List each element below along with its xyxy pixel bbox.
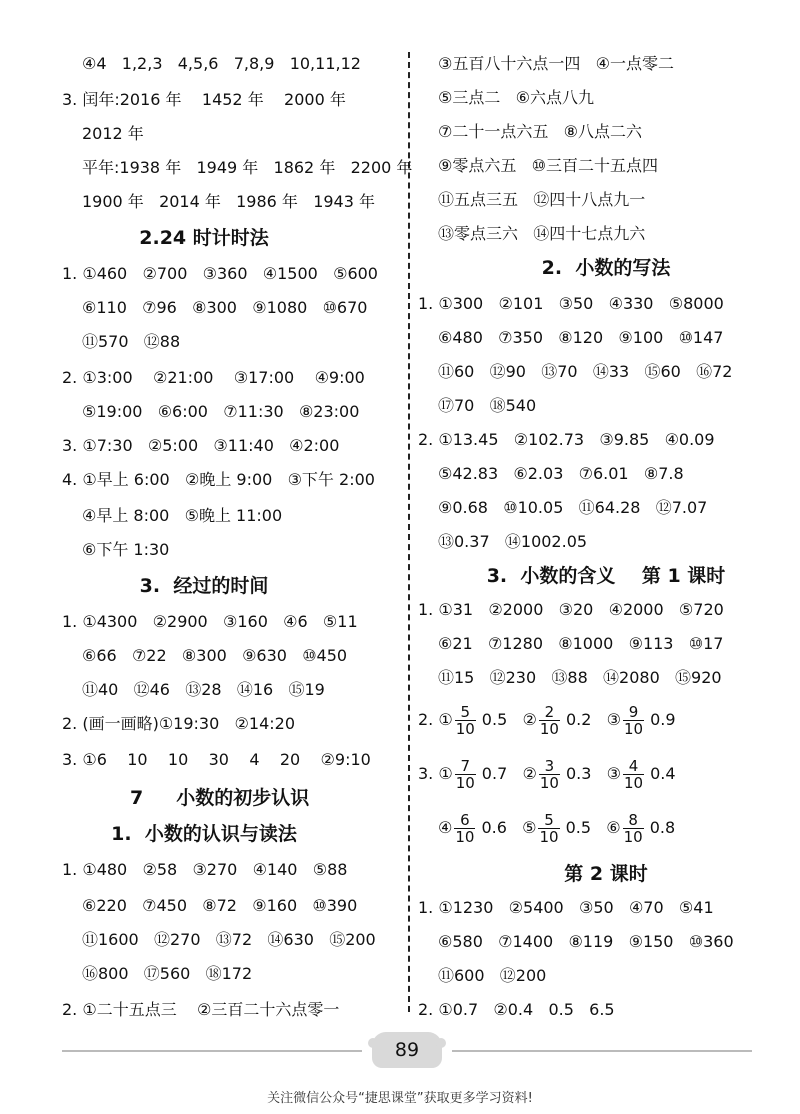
answer-line: ⑥下午 1:30 — [82, 540, 170, 559]
answer-text: 0.5 ② — [481, 710, 537, 729]
fraction — [454, 812, 475, 845]
answer-line: 1. ①4300 ②2900 ③160 ④6 ⑤11 — [62, 612, 358, 631]
answer-line: 2. ①3:00 ②21:00 ③17:00 ④9:00 — [62, 368, 365, 387]
fraction-denominator: 10 — [539, 719, 559, 738]
fraction-numerator: 7 — [460, 756, 471, 775]
fraction-numerator: 5 — [460, 702, 471, 721]
fraction-answer-line — [418, 702, 676, 738]
answer-line: 1900 年 2014 年 1986 年 1943 年 — [82, 192, 375, 211]
fraction-numerator: 3 — [544, 756, 555, 775]
fraction — [623, 758, 644, 791]
answer-text: 2. ① — [418, 710, 453, 729]
fraction — [455, 704, 476, 737]
fraction — [623, 812, 644, 845]
answer-line: ⑯800 ⑰560 ⑱172 — [82, 964, 253, 983]
answer-line: ⑨0.68 ⑩10.05 ⑪64.28 ⑫7.07 — [438, 498, 708, 517]
answer-line: ⑤19:00 ⑥6:00 ⑦11:30 ⑧23:00 — [82, 402, 360, 421]
fraction — [623, 704, 644, 737]
answer-line: 1. ①460 ②700 ③360 ④1500 ⑤600 — [62, 264, 378, 283]
answer-line: ⑥21 ⑦1280 ⑧1000 ⑨113 ⑩17 — [438, 634, 724, 653]
footer-rule-left — [62, 1050, 362, 1052]
answer-line: ⑰70 ⑱540 — [438, 396, 537, 415]
answer-line: 2. (画一画略)①19:30 ②14:20 — [62, 714, 296, 733]
answer-line: 4. ①早上 6:00 ②晚上 9:00 ③下午 2:00 — [62, 470, 375, 489]
answer-text: 0.8 — [649, 818, 676, 837]
answer-line: ⑤三点二 ⑥六点八九 — [438, 88, 594, 107]
fraction-answer-line — [438, 810, 675, 846]
section-heading: 2.24 时计时法 — [139, 227, 269, 249]
answer-line: ⑪60 ⑫90 ⑬70 ⑭33 ⑮60 ⑯72 — [438, 362, 733, 381]
footer-note: 关注微信公众号“捷思课堂”获取更多学习资料! — [267, 1091, 533, 1106]
answer-line: ⑨零点六五 ⑩三百二十五点四 — [438, 156, 658, 175]
answer-text: 0.3 ③ — [565, 764, 621, 783]
answer-line: ⑥66 ⑦22 ⑧300 ⑨630 ⑩450 — [82, 646, 348, 665]
answer-line: ⑪40 ⑫46 ⑬28 ⑭16 ⑮19 — [82, 680, 325, 699]
fraction-denominator: 10 — [455, 719, 475, 738]
answer-line: 1. ①31 ②2000 ③20 ④2000 ⑤720 — [418, 600, 724, 619]
answer-line: 1. ①300 ②101 ③50 ④330 ⑤8000 — [418, 294, 724, 313]
answer-line: ⑥480 ⑦350 ⑧120 ⑨100 ⑩147 — [438, 328, 724, 347]
answer-line: ⑥110 ⑦96 ⑧300 ⑨1080 ⑩670 — [82, 298, 368, 317]
answer-line: 平年:1938 年 1949 年 1862 年 2200 年 — [82, 158, 413, 177]
answer-line: ⑤42.83 ⑥2.03 ⑦6.01 ⑧7.8 — [438, 464, 684, 483]
fraction — [539, 704, 560, 737]
fraction-numerator: 8 — [628, 810, 638, 829]
answer-line: ③五百八十六点一四 ④一点零二 — [438, 54, 674, 73]
answer-text: ④ — [438, 818, 453, 837]
section-heading: 2. 小数的写法 — [541, 257, 671, 279]
section-heading: 1. 小数的认识与读法 — [111, 823, 297, 845]
answer-line: 3. ①6 10 10 30 4 20 ②9:10 — [62, 750, 371, 769]
answer-line: 1. ①1230 ②5400 ③50 ④70 ⑤41 — [418, 898, 714, 917]
page-number: 89 — [372, 1032, 442, 1068]
fraction-answer-line — [418, 756, 676, 792]
answer-line: 1. ①480 ②58 ③270 ④140 ⑤88 — [62, 860, 348, 879]
answer-line: 2012 年 — [82, 124, 144, 143]
answer-line: 2. ①0.7 ②0.4 0.5 6.5 — [418, 1000, 615, 1019]
fraction-denominator: 10 — [455, 827, 475, 846]
fraction — [455, 758, 476, 791]
fraction-numerator: 2 — [544, 702, 555, 721]
answer-text: 0.4 — [650, 764, 676, 783]
answer-line: ⑥220 ⑦450 ⑧72 ⑨160 ⑩390 — [82, 896, 358, 915]
fraction-numerator: 4 — [628, 756, 639, 775]
section-heading: 3. 小数的含义 第 1 课时 — [486, 565, 726, 587]
answer-text: 0.7 ② — [481, 764, 537, 783]
answer-line: ④早上 8:00 ⑤晚上 11:00 — [82, 506, 283, 525]
fraction-numerator: 6 — [460, 810, 470, 829]
answer-line: 3. ①7:30 ②5:00 ③11:40 ④2:00 — [62, 436, 340, 455]
fraction — [538, 812, 559, 845]
answer-line: ⑬零点三六 ⑭四十七点九六 — [438, 224, 646, 243]
answer-line: ⑪570 ⑫88 — [82, 332, 181, 351]
footer-rule-right — [452, 1050, 752, 1052]
answer-line: ⑪15 ⑫230 ⑬88 ⑭2080 ⑮920 — [438, 668, 722, 687]
answer-text: 0.6 ⑤ — [481, 818, 537, 837]
answer-line: ⑪1600 ⑫270 ⑬72 ⑭630 ⑮200 — [82, 930, 376, 949]
answer-line: ⑪600 ⑫200 — [438, 966, 547, 985]
fraction-denominator: 10 — [455, 773, 475, 792]
answer-text: 3. ① — [418, 764, 453, 783]
fraction-denominator: 10 — [623, 719, 644, 738]
fraction-numerator: 5 — [544, 810, 554, 829]
answer-text: 0.5 ⑥ — [565, 818, 621, 837]
fraction-denominator: 10 — [539, 827, 559, 846]
answer-line: 2. ①13.45 ②102.73 ③9.85 ④0.09 — [418, 430, 715, 449]
fraction-denominator: 10 — [539, 773, 559, 792]
answer-line: ⑥580 ⑦1400 ⑧119 ⑨150 ⑩360 — [438, 932, 734, 951]
answer-text: 0.2 ③ — [565, 710, 621, 729]
answer-line: 2. ①二十五点三 ②三百二十六点零一 — [62, 1000, 340, 1019]
column-divider — [408, 52, 410, 1012]
fraction-denominator: 10 — [623, 773, 644, 792]
answer-line: ⑪五点三五 ⑫四十八点九一 — [438, 190, 646, 209]
section-heading: 3. 经过的时间 — [139, 575, 269, 597]
fraction — [539, 758, 560, 791]
section-heading: 第 2 课时 — [564, 863, 648, 885]
fraction-numerator: 9 — [628, 702, 639, 721]
chapter-heading: 7 小数的初步认识 — [130, 787, 310, 809]
answer-line: ④4 1,2,3 4,5,6 7,8,9 10,11,12 — [82, 54, 361, 73]
answer-line: ⑦二十一点六五 ⑧八点二六 — [438, 122, 642, 141]
answer-line: 3. 闰年:2016 年 1452 年 2000 年 — [62, 90, 346, 109]
fraction-denominator: 10 — [623, 827, 643, 846]
answer-line: ⑬0.37 ⑭1002.05 — [438, 532, 588, 551]
answer-text: 0.9 — [650, 710, 676, 729]
